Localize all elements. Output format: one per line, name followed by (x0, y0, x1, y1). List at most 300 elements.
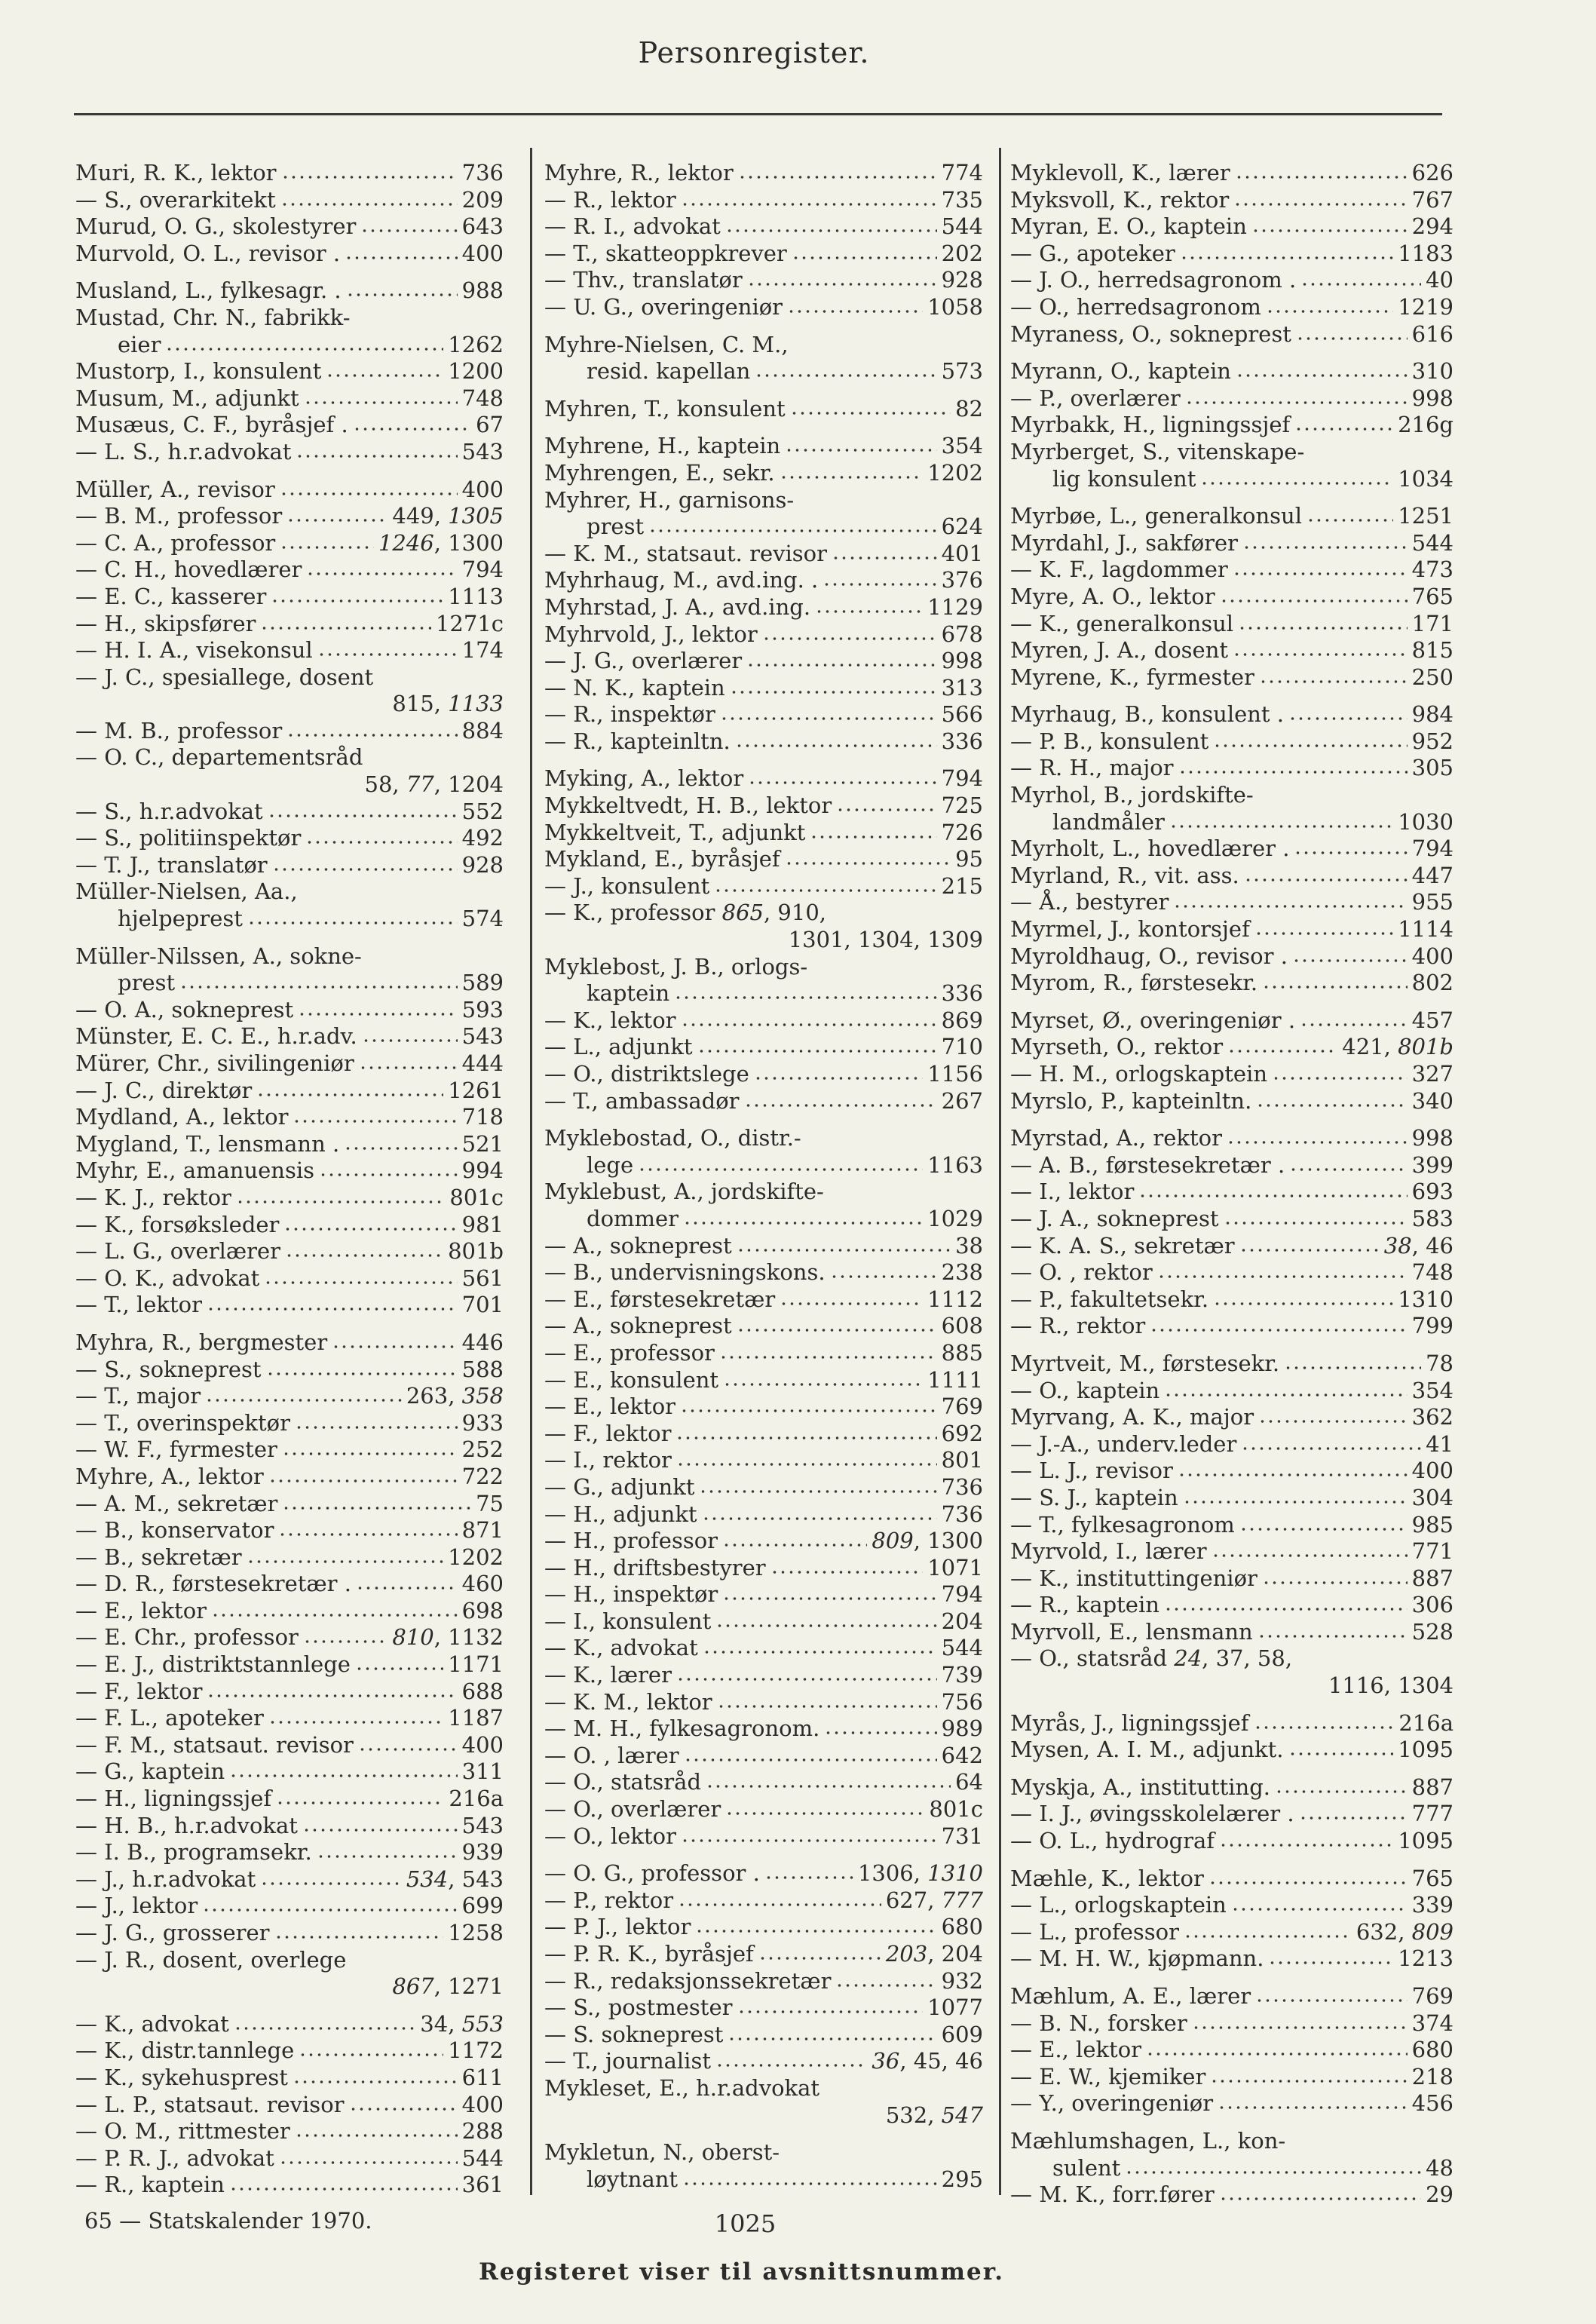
dot-leader (1164, 1606, 1408, 1612)
dot-leader (332, 1344, 457, 1350)
dot-leader (236, 1199, 445, 1205)
text-segment: Myraness, O., sokneprest (1010, 320, 1291, 347)
section-reference (955, 396, 983, 423)
section-reference (462, 718, 504, 745)
text-segment: 473 (1411, 556, 1454, 583)
dot-leader (1173, 903, 1407, 909)
dot-leader (295, 2132, 458, 2139)
section-reference (1412, 1061, 1454, 1088)
entry-label (544, 433, 780, 460)
text-segment: Myrhol, B., jordskifte- (1010, 782, 1254, 808)
section-reference (462, 1436, 504, 1464)
entry-label (1010, 1485, 1178, 1512)
text-segment: 528 (1411, 1618, 1454, 1645)
entry-line (544, 1367, 983, 1394)
register-entry (544, 1887, 983, 1915)
entry-line (1010, 2064, 1454, 2091)
entry-label (75, 637, 313, 664)
entry-label (1010, 835, 1289, 863)
register-entry (75, 878, 504, 932)
register-entry (544, 793, 983, 820)
dot-leader (229, 2186, 458, 2192)
entry-label (75, 584, 266, 611)
dot-leader (722, 1596, 936, 1602)
section-reference (1412, 1512, 1454, 1539)
register-entry (544, 675, 983, 702)
section-reference (1412, 2064, 1454, 2091)
text-segment: 985 (1411, 1511, 1454, 1538)
text-segment: — N. K., kaptein (544, 674, 725, 701)
section-reference (942, 433, 983, 460)
dot-leader (1212, 1553, 1408, 1559)
entry-line (544, 594, 983, 621)
dot-leader (792, 255, 937, 261)
entry-label (544, 621, 758, 648)
text-segment: — K., distr.tannlege (75, 2037, 295, 2064)
dot-leader (780, 474, 924, 480)
text-segment: 399 (1411, 1151, 1454, 1178)
dot-leader (299, 2052, 443, 2058)
entry-line (544, 1259, 983, 1286)
section-reference (942, 1474, 983, 1501)
entry-label (75, 1131, 339, 1158)
entry-line (1010, 889, 1454, 916)
text-segment: — F. M., statsaut. revisor (75, 1731, 354, 1758)
register-entry (1010, 241, 1454, 268)
text-segment: 305 (1411, 755, 1454, 781)
text-segment: 765 (1411, 583, 1454, 609)
text-segment: 58, (364, 771, 406, 798)
dot-leader (744, 1102, 937, 1108)
entry-line (544, 1286, 983, 1314)
section-reference (1398, 466, 1454, 493)
section-reference (1328, 1672, 1454, 1700)
text-segment: 1112 (927, 1286, 983, 1312)
section-reference (448, 2037, 504, 2065)
register-entry (75, 1383, 504, 1410)
entry-label (75, 1786, 271, 1813)
entry-line (75, 637, 504, 664)
section-reference (1412, 1206, 1454, 1233)
entry-line (544, 567, 983, 594)
section-reference (1412, 835, 1454, 863)
text-segment: — L. S., h.r.advokat (75, 438, 292, 464)
entry-line (75, 1050, 504, 1078)
text-segment: 310 (1411, 358, 1454, 385)
text-segment: Myrbakk, H., ligningssjef (1010, 412, 1291, 438)
entry-line (1010, 1774, 1454, 1801)
register-entry (75, 2145, 504, 2172)
dot-leader (1255, 1997, 1407, 2004)
text-segment: hjelpeprest (118, 906, 243, 932)
register-entry (544, 396, 983, 423)
entry-line (75, 1866, 504, 1893)
entry-label (75, 1292, 202, 1319)
dot-leader (1307, 517, 1393, 523)
entry-label (1010, 1892, 1227, 1919)
dot-leader (306, 571, 457, 577)
text-segment: — S., politiinspektør (75, 825, 302, 851)
section-reference (448, 1238, 504, 1265)
text-segment: Myrhaug, B., konsulent . (1010, 701, 1285, 728)
dot-leader (302, 1827, 458, 1833)
section-reference (942, 1914, 983, 1941)
entry-line (75, 1410, 504, 1437)
entry-label (544, 1860, 760, 1887)
entry-line (544, 1393, 983, 1421)
text-segment: — T., lektor (75, 1292, 202, 1318)
entry-label (75, 1893, 198, 1920)
entry-line (544, 213, 983, 241)
entry-line (544, 187, 983, 214)
text-segment: — T., ambassadør (544, 1087, 740, 1114)
text-segment: — H., adjunkt (544, 1501, 697, 1527)
entry-line (75, 213, 504, 241)
text-segment: 769 (941, 1393, 983, 1420)
text-segment: — K. M., lektor (544, 1688, 712, 1715)
entry-label (1010, 584, 1215, 611)
entry-line (1010, 1983, 1454, 2010)
text-segment: løytnant (587, 2166, 679, 2192)
text-segment: 544 (941, 1635, 983, 1661)
text-segment: — P. B., konsulent (1010, 728, 1209, 754)
section-reference (927, 1061, 983, 1088)
section-reference (942, 1088, 983, 1115)
section-reference (942, 648, 983, 675)
section-reference (886, 1941, 983, 1968)
entry-label (1010, 782, 1254, 809)
section-reference (1412, 1179, 1454, 1206)
entry-line (75, 611, 504, 638)
entry-line (75, 1544, 504, 1571)
entry-label (75, 825, 301, 852)
dot-leader (229, 1773, 457, 1779)
dot-leader (1272, 1075, 1408, 1081)
entry-line (544, 900, 983, 927)
entry-line (75, 1813, 504, 1840)
register-entry (75, 477, 504, 504)
entry-label (1010, 385, 1181, 412)
text-segment: 1251 (1398, 503, 1454, 529)
entry-label (75, 1329, 327, 1357)
text-segment: — T., major (75, 1383, 201, 1409)
dot-leader (1180, 255, 1393, 261)
entry-label (544, 2048, 711, 2075)
entry-line (544, 1968, 983, 1995)
entry-line (1010, 1672, 1454, 1700)
dot-leader (234, 2025, 416, 2031)
italic-reference: 553 (461, 2010, 504, 2037)
text-segment: 725 (941, 793, 983, 819)
entry-label (1010, 1431, 1236, 1458)
dot-leader (725, 228, 937, 234)
dot-leader (358, 1746, 458, 1752)
text-segment: 692 (941, 1420, 983, 1446)
entry-line (1010, 584, 1454, 611)
text-segment: 306 (1411, 1592, 1454, 1618)
dot-leader (1254, 931, 1393, 937)
register-entry (1010, 1007, 1454, 1035)
text-segment: 777 (1411, 1801, 1454, 1827)
section-reference (1398, 1710, 1454, 1737)
text-segment: Myklevoll, K., lærer (1010, 160, 1230, 185)
register-entry (1010, 970, 1454, 997)
entry-label (1010, 1313, 1145, 1340)
register-entry (544, 1034, 983, 1061)
text-segment: 374 (1411, 2010, 1454, 2036)
register-entry (544, 187, 983, 214)
entry-line (544, 1447, 983, 1474)
entry-line (75, 906, 504, 933)
text-segment: 216a (449, 1786, 504, 1812)
text-segment: — Å., bestyrer (1010, 889, 1169, 915)
dot-leader (715, 1623, 936, 1629)
section-reference (942, 358, 983, 385)
section-reference (1412, 664, 1454, 691)
dot-leader (824, 1730, 936, 1736)
entry-label (75, 852, 268, 879)
dot-leader (1208, 1880, 1408, 1886)
entry-line (544, 1206, 983, 1233)
section-reference (462, 1839, 504, 1866)
register-entry (75, 664, 504, 718)
text-segment: — M. K., forr.fører (1010, 2181, 1215, 2208)
entry-line (75, 1185, 504, 1212)
text-segment: Myhrer, H., garnisons- (544, 486, 795, 513)
register-entry (75, 1517, 504, 1544)
dot-leader (211, 1612, 458, 1618)
dot-leader (1238, 625, 1408, 631)
entry-line (1010, 1892, 1454, 1919)
section-reference (927, 1286, 983, 1314)
entry-label (544, 1259, 826, 1286)
entry-label (544, 1715, 819, 1743)
section-reference (942, 213, 983, 241)
entry-line (75, 1973, 504, 2001)
text-segment: , 543 (448, 1866, 504, 1892)
section-reference (462, 637, 504, 664)
text-segment: — G., adjunkt (544, 1473, 695, 1500)
dot-leader (360, 228, 457, 234)
section-reference (462, 1329, 504, 1357)
text-segment: — B., undervisningskons. (544, 1259, 826, 1286)
entry-line (1010, 1710, 1454, 1737)
entry-label (544, 900, 826, 927)
column-divider (999, 148, 1001, 2195)
section-reference (1412, 530, 1454, 557)
entry-label (75, 1238, 280, 1265)
dot-leader (355, 1666, 443, 1672)
text-segment: 627, (885, 1887, 942, 1913)
text-segment: Myren, J. A., dosent (1010, 637, 1229, 664)
entry-label (75, 1265, 259, 1292)
section-reference (1412, 1125, 1454, 1152)
entry-label (544, 1941, 754, 1968)
text-segment: — T., journalist (544, 2048, 711, 2074)
dot-leader (810, 834, 936, 840)
entry-label (544, 1581, 718, 1608)
entry-line (544, 1088, 983, 1115)
entry-label (75, 1624, 299, 1651)
entry-line (1010, 321, 1454, 348)
register-entry (75, 637, 504, 664)
register-entry (544, 1662, 983, 1689)
entry-line (544, 1233, 983, 1260)
text-segment: — H., professor (544, 1528, 718, 1554)
dot-leader (747, 281, 937, 287)
register-entry (1010, 1565, 1454, 1593)
register-entry (544, 1340, 983, 1367)
text-segment: , 1204 (433, 771, 504, 798)
text-segment: 756 (941, 1688, 983, 1715)
entry-line (1010, 1259, 1454, 1286)
register-column-3 (1010, 160, 1454, 2209)
entry-line (1010, 412, 1454, 439)
entry-line (1010, 863, 1454, 890)
text-segment: , 46 (1411, 1232, 1454, 1259)
section-reference (462, 1265, 504, 1292)
entry-label (1010, 241, 1175, 268)
section-reference (872, 1528, 983, 1555)
text-segment: — A. M., sekretær (75, 1490, 278, 1516)
entry-label (544, 1662, 672, 1689)
text-segment: Müller-Nielsen, Aa., (75, 878, 298, 905)
text-segment: — Y., overingeniør (1010, 2090, 1214, 2117)
register-entry (544, 1860, 983, 1887)
text-segment: 327 (1411, 1061, 1454, 1087)
text-segment: Myrdahl, J., sakfører (1010, 529, 1239, 556)
entry-label (1010, 1179, 1134, 1206)
dot-leader (591, 2117, 881, 2123)
text-segment: 608 (941, 1313, 983, 1339)
section-reference (1412, 2010, 1454, 2037)
entry-label (75, 1491, 277, 1518)
entry-line (544, 1152, 983, 1179)
text-segment: Myhra, R., bergmester (75, 1329, 328, 1355)
text-segment: — Thv., translatør (544, 267, 743, 293)
register-entry (75, 1758, 504, 1786)
section-reference (942, 820, 983, 847)
text-segment: — K., advokat (544, 1635, 698, 1661)
text-segment: Myrseth, O., rektor (1010, 1034, 1224, 1060)
text-segment: 354 (1411, 1377, 1454, 1403)
text-segment: 955 (1411, 889, 1454, 915)
text-segment: 457 (1411, 1007, 1454, 1033)
text-segment: 543 (461, 1812, 504, 1838)
entry-line (75, 2118, 504, 2145)
register-entry (544, 1367, 983, 1394)
section-reference (1412, 1458, 1454, 1485)
dot-leader (298, 1011, 457, 1017)
entry-label (75, 213, 356, 241)
section-reference (462, 1292, 504, 1319)
text-segment: 1116, 1304 (1328, 1672, 1454, 1699)
register-entry (75, 358, 504, 385)
text-segment: 718 (461, 1104, 504, 1130)
section-reference (1412, 637, 1454, 664)
text-segment: — O., kaptein (1010, 1377, 1160, 1403)
entry-line (1010, 1919, 1454, 1946)
text-segment: 1172 (448, 2037, 504, 2064)
entry-label (1010, 213, 1247, 241)
entry-line (1010, 1351, 1454, 1378)
register-entry (75, 2037, 504, 2065)
text-segment: — H. B., h.r.advokat (75, 1812, 298, 1838)
dot-leader (1236, 373, 1408, 379)
text-segment: 313 (941, 674, 983, 701)
section-reference (1412, 1983, 1454, 2010)
register-entry (544, 954, 983, 1007)
register-entry (544, 765, 983, 793)
entry-line (1010, 503, 1454, 530)
entry-label (75, 799, 263, 826)
entry-line (544, 1528, 983, 1555)
text-segment: 521 (461, 1130, 504, 1157)
register-entry (1010, 1152, 1454, 1179)
dot-leader (278, 1531, 457, 1538)
section-reference (1412, 1619, 1454, 1646)
register-entry (75, 1436, 504, 1464)
section-reference (942, 2166, 983, 2194)
entry-line (75, 1517, 504, 1544)
dot-leader (293, 1118, 457, 1124)
text-segment: 624 (941, 514, 983, 540)
section-reference (1398, 412, 1454, 439)
text-segment: 1114 (1398, 916, 1454, 943)
text-segment: — M. H., fylkesagronom. (544, 1715, 820, 1742)
entry-line (75, 1571, 504, 1598)
register-entry (1010, 1431, 1454, 1458)
register-entry (544, 1715, 983, 1743)
text-segment: 731 (941, 1823, 983, 1849)
register-entry (544, 487, 983, 541)
text-segment: 952 (1411, 728, 1454, 754)
section-reference (462, 160, 504, 187)
entry-line (1010, 970, 1454, 997)
entry-line (75, 744, 504, 771)
section-reference (942, 1313, 983, 1340)
text-segment: 988 (461, 277, 504, 304)
section-reference (436, 611, 504, 638)
italic-reference: 358 (461, 1383, 504, 1409)
text-segment: 801c (449, 1184, 504, 1210)
entry-label (544, 1340, 715, 1367)
text-segment: Musæus, C. F., byråsjef . (75, 412, 348, 438)
text-segment: 447 (1411, 862, 1454, 888)
text-segment: 588 (461, 1356, 504, 1382)
section-reference (1398, 1286, 1454, 1314)
entry-line (75, 771, 504, 799)
section-reference (955, 846, 983, 873)
dot-leader (815, 609, 923, 615)
dot-leader (1262, 984, 1408, 990)
section-reference (1412, 1592, 1454, 1619)
register-entry (1010, 2010, 1454, 2037)
entry-line (75, 691, 504, 718)
entry-label (75, 2145, 274, 2172)
entry-label (544, 1061, 749, 1088)
entry-label (1010, 1512, 1235, 1539)
register-entry (544, 1125, 983, 1179)
entry-line (1010, 2090, 1454, 2117)
text-segment: 616 (1411, 320, 1454, 347)
text-segment: 1301, 1304, 1309 (788, 927, 983, 953)
register-entry (75, 1078, 504, 1105)
register-entry (544, 2048, 983, 2075)
entry-line (544, 621, 983, 648)
entry-line (1010, 241, 1454, 268)
section-reference (942, 873, 983, 900)
